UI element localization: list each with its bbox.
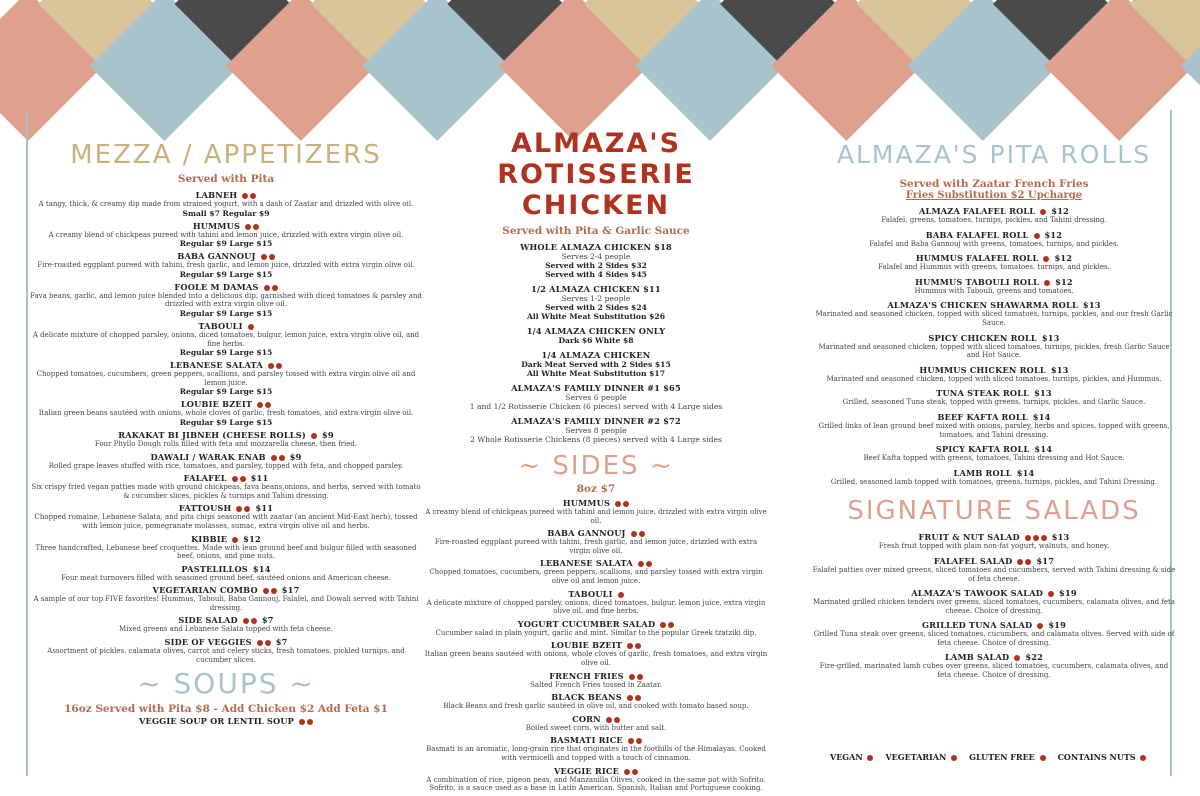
menu-item-description: Cucumber salad in plain yogurt, garlic and mint. Similar to the popular Greek tzatziki dip. bbox=[435, 628, 757, 637]
chicken-item-detail: 1 and 1/2 Rotisserie Chicken (6 pieces) served with 4 Large sides bbox=[469, 402, 723, 411]
menu-item bbox=[424, 766, 768, 793]
menu-item-name: FALAFEL $11 bbox=[183, 473, 269, 484]
chicken-title-line1: ALMAZA'S bbox=[510, 128, 682, 159]
chicken-item-detail: Served with 2 Sides $24 bbox=[545, 303, 647, 312]
menu-item-description: Salted French Fries tossed in Zaatar. bbox=[530, 680, 662, 689]
diet-tag-icon bbox=[632, 769, 638, 775]
menu-item bbox=[424, 692, 768, 711]
diet-tag-icon bbox=[245, 224, 251, 230]
menu-item bbox=[812, 588, 1176, 615]
menu-item bbox=[812, 468, 1176, 487]
diet-tag-icon bbox=[637, 674, 643, 680]
diet-tag-icon bbox=[628, 738, 634, 744]
menu-item-price: $11 bbox=[250, 473, 269, 484]
diet-tag-icon bbox=[639, 531, 645, 537]
diet-tag-icon bbox=[257, 402, 263, 408]
menu-item-name: KIBBIE $12 bbox=[191, 533, 261, 544]
menu-item-description: Six crispy fried vegan patties made with ground chickpeas, fava beans,onions, and herbs, served with tomato & cucumber slices, pickles & turnips and Tahini dressing. bbox=[31, 483, 421, 500]
sides-subtitle: 8oz $7 bbox=[576, 483, 616, 495]
mezza-column bbox=[30, 138, 422, 726]
chicken-item bbox=[424, 383, 768, 411]
diet-tag-icon bbox=[248, 324, 254, 330]
dietary-legend bbox=[830, 752, 1170, 762]
diet-tag-icon bbox=[263, 588, 269, 594]
menu-item-price: $17 bbox=[1036, 555, 1055, 566]
menu-item-price: $12 bbox=[1054, 253, 1073, 264]
menu-item bbox=[30, 637, 422, 664]
chicken-item-name: ALMAZA'S FAMILY DINNER #2 $72 bbox=[511, 416, 681, 426]
menu-item-price: $13 bbox=[1050, 364, 1069, 375]
chicken-item-detail: Served with 4 Sides $45 bbox=[545, 270, 647, 279]
menu-item-description: A delicate mixture of chopped parsley, onions, diced tomatoes, bulgur, lemon juice, extra virgin olive oil, and fine herbs. bbox=[32, 330, 420, 348]
menu-item-name: FALAFEL SALAD $17 bbox=[933, 555, 1055, 566]
menu-item-name: CORN bbox=[424, 714, 768, 724]
menu-item-description: Falafel patties over mixed greens, sliced tomatoes and cucumbers, served with Tahini dressing & side of feta cheese. bbox=[812, 565, 1176, 583]
diet-tag-icon bbox=[253, 224, 259, 230]
diet-tag-icon bbox=[242, 193, 248, 199]
menu-item-description: Marinated and seasoned chicken, topped with sliced tomatoes, turnips, pickles, and Hummus. bbox=[826, 374, 1162, 383]
menu-item bbox=[30, 585, 422, 612]
chicken-list bbox=[424, 242, 768, 444]
menu-item-name: SPICY CHICKEN ROLL $13 bbox=[928, 332, 1060, 343]
diet-tag-icon bbox=[271, 588, 277, 594]
menu-item bbox=[424, 735, 768, 762]
menu-item-name: FRENCH FRIES bbox=[424, 671, 768, 681]
menu-item-price: $13 bbox=[1041, 332, 1060, 343]
diet-tag-icon bbox=[265, 402, 271, 408]
menu-item-description: Grilled, seasoned lamb topped with tomatoes, greens, turnips, pickles, and Tahini Dressing. bbox=[830, 477, 1158, 486]
chicken-item bbox=[424, 326, 768, 345]
chicken-item-name: 1/4 ALMAZA CHICKEN ONLY bbox=[526, 326, 666, 336]
menu-item bbox=[812, 206, 1176, 225]
menu-item-price: $12 bbox=[1051, 206, 1070, 216]
legend-item: VEGETARIAN bbox=[885, 752, 963, 762]
menu-item bbox=[424, 498, 768, 525]
diet-tag-icon bbox=[1041, 535, 1047, 541]
chicken-item-detail: Dark Meat Served with 2 Sides $15 bbox=[521, 360, 671, 369]
diet-tag-icon bbox=[635, 695, 641, 701]
menu-item-description: Black Beans and fresh garlic sautéed in olive oil, and cooked with tomato based soup. bbox=[443, 702, 749, 711]
menu-item-name: LAMB SALAD $22 bbox=[944, 652, 1044, 663]
chicken-item-name: WHOLE ALMAZA CHICKEN $18 bbox=[520, 242, 672, 252]
menu-item-description: Marinated and seasoned chicken, topped with sliced tomatoes, turnips, pickles, fresh Garlic Sauce and Hot Sauce. bbox=[818, 342, 1170, 360]
menu-item-name: LOUBIE BZEIT bbox=[30, 399, 422, 409]
menu-item bbox=[30, 452, 422, 471]
menu-item-description: Assortment of pickles, calamata olives, carrot and celery sticks, fresh tomatoes, pickled turnips, and cucumber slices. bbox=[47, 647, 405, 664]
menu-item bbox=[30, 564, 422, 583]
menu-item bbox=[30, 399, 422, 427]
menu-item-name: SIDE SALAD $7 bbox=[178, 615, 274, 626]
diet-tag-icon bbox=[251, 618, 257, 624]
menu-item-description: Basmati is an aromatic, long-grain rice that originates in the foothills of the Himalayas. Cooked with vermicelli and topped with a touch of cinnamon. bbox=[426, 745, 766, 762]
diet-tag-icon bbox=[257, 640, 263, 646]
menu-item-price: $14 bbox=[252, 563, 271, 574]
diet-tag-icon bbox=[606, 717, 612, 723]
menu-item bbox=[812, 333, 1176, 360]
menu-item-price: $19 bbox=[1048, 620, 1067, 631]
menu-item-price: $13 bbox=[1082, 300, 1101, 311]
menu-item-price: $9 bbox=[289, 451, 302, 462]
menu-item-price: $12 bbox=[1055, 276, 1073, 287]
diet-tag-icon bbox=[660, 622, 666, 628]
menu-item-name: RAKAKAT BI JIBNEH (CHEESE ROLLS) $9 bbox=[118, 429, 334, 440]
menu-item-price: $7 bbox=[261, 615, 274, 626]
menu-item-name: SIDE OF VEGGIES $7 bbox=[164, 637, 288, 648]
menu-item-price: $11 bbox=[255, 503, 274, 514]
diet-tag-icon bbox=[635, 643, 641, 649]
diet-tag-icon bbox=[268, 363, 274, 369]
pita-rolls-title: ALMAZA'S PITA ROLLS bbox=[836, 140, 1152, 169]
diet-tag-icon bbox=[232, 537, 238, 543]
soups-title: ~ SOUPS ~ bbox=[137, 667, 315, 701]
diet-tag-icon bbox=[638, 561, 644, 567]
menu-item-sizes: Regular $9 Large $15 bbox=[179, 308, 273, 318]
diet-tag-icon bbox=[646, 561, 652, 567]
menu-item-description: Beef Kafta topped with greens, tomatoes, Tahini dressing and Hot Sauce. bbox=[863, 454, 1125, 463]
menu-item bbox=[812, 230, 1176, 249]
diet-tag-icon bbox=[265, 640, 271, 646]
menu-item bbox=[424, 528, 768, 555]
menu-item bbox=[812, 444, 1176, 463]
menu-item-name: SPICY KAFTA ROLL $14 bbox=[935, 444, 1053, 455]
pita-rolls-subtitle: Served with Zaatar French Fries bbox=[899, 178, 1089, 190]
menu-item-price: $7 bbox=[275, 637, 288, 648]
menu-item bbox=[812, 652, 1176, 679]
mezza-list bbox=[30, 190, 422, 664]
menu-item-name: HUMMUS FALAFEL ROLL $12 bbox=[915, 253, 1073, 264]
menu-item bbox=[812, 277, 1176, 296]
diet-tag-icon bbox=[269, 254, 275, 260]
menu-item bbox=[30, 503, 422, 530]
menu-item-description: Chopped tomatoes, cucumbers, green peppers, scallions, and parsley tossed with extra virgin olive oil and lemon juice. bbox=[36, 370, 416, 387]
chicken-column bbox=[424, 128, 768, 796]
diet-tag-icon bbox=[244, 506, 250, 512]
diet-tag-icon bbox=[1025, 559, 1031, 565]
menu-item bbox=[812, 532, 1176, 551]
menu-item bbox=[812, 365, 1176, 384]
menu-item bbox=[424, 589, 768, 616]
menu-item-description: Grilled, seasoned Tuna steak, topped with greens, turnips, pickles, and Garlic Sauce. bbox=[842, 398, 1146, 407]
diet-tag-icon bbox=[631, 531, 637, 537]
menu-item-sizes: Regular $9 Large $15 bbox=[179, 387, 273, 397]
menu-item-description: A sample of our top FIVE favorites! Hummus, Tabouli, Baba Gannouj, Falafel, and Dowali served with Tahini dressing. bbox=[33, 595, 419, 612]
menu-item-name: PASTELILLOS $14 bbox=[181, 563, 271, 574]
diet-tag-icon bbox=[276, 363, 282, 369]
menu-item-sizes: Small $7 Regular $9 bbox=[182, 208, 270, 218]
menu-item-price: $12 bbox=[1044, 229, 1063, 240]
legend-tag-icon bbox=[1140, 755, 1146, 761]
diet-tag-icon bbox=[1037, 623, 1043, 629]
pita-rolls-list bbox=[812, 206, 1176, 486]
menu-item-description: Grilled links of lean ground beef mixed with onions, parsley, herbs and spices, topped with greens, tomatoes, and Tahini dressing. bbox=[818, 421, 1170, 439]
menu-item-description: Fire-roasted eggplant pureed with tahini, fresh garlic, and lemon juice, drizzled with extra virgin olive oil. bbox=[37, 261, 415, 270]
chicken-item-detail: Serves 8 people bbox=[565, 426, 627, 435]
menu-item-sizes: Regular $9 Large $15 bbox=[179, 239, 273, 249]
mezza-title: MEZZA / APPETIZERS bbox=[70, 140, 382, 170]
menu-item-name: BABA FALAFEL ROLL $12 bbox=[925, 229, 1063, 240]
menu-item-description: A creamy blend of chickpeas pureed with tahini and lemon juice, drizzled with extra virgin olive oil. bbox=[48, 230, 404, 239]
menu-item-description: Italian green beans sautéed with onions, whole cloves of garlic, fresh tomatoes, and extra virgin olive oil. bbox=[424, 650, 768, 667]
menu-item-description: Marinated grilled chicken tenders over greens, sliced tomatoes, cucumbers, calamata olives, and feta cheese. Choice of dressing. bbox=[812, 598, 1176, 615]
menu-item-price: $14 bbox=[1016, 467, 1035, 478]
menu-item-price: $14 bbox=[1034, 444, 1053, 455]
chicken-item-name: 1/2 ALMAZA CHICKEN $11 bbox=[531, 284, 661, 294]
salads-title: SIGNATURE SALADS bbox=[847, 496, 1141, 527]
menu-item-description: A combination of rice, pigeon peas, and Manzanilla Olives, cooked in the same pot with Sofrito. Sofrito, is a sauce used as a base in Latin American, Spanish, Italian and Portuguese cooking. bbox=[426, 775, 766, 793]
menu-item bbox=[812, 300, 1176, 327]
menu-item bbox=[30, 430, 422, 449]
salads-list bbox=[812, 532, 1176, 679]
diet-tag-icon bbox=[1034, 233, 1040, 239]
diet-tag-icon bbox=[624, 769, 630, 775]
menu-item-description: Marinated and seasoned chicken, topped with sliced tomatoes, turnips, pickles, and our fresh Garlic Sauce. bbox=[815, 310, 1173, 327]
legend-tag-icon bbox=[867, 755, 873, 761]
left-border-line bbox=[26, 110, 28, 776]
menu-item-description: Italian green beans sautéed with onions, whole cloves of garlic, fresh tomatoes, and extra virgin olive oil. bbox=[38, 409, 414, 418]
diet-tag-icon bbox=[636, 738, 642, 744]
mezza-subtitle: Served with Pita bbox=[177, 173, 275, 185]
menu-item bbox=[30, 473, 422, 500]
diet-tag-icon bbox=[1043, 256, 1049, 262]
menu-item-description: Mixed greens and Lebanese Salata topped with feta cheese. bbox=[119, 625, 333, 634]
diet-tag-icon bbox=[1044, 280, 1050, 286]
menu-item-name: LOUBIE BZEIT bbox=[424, 640, 768, 650]
menu-item-description: Fire-roasted eggplant pureed with tahini, fresh garlic, and lemon juice, drizzled with extra virgin olive oil. bbox=[434, 538, 758, 555]
menu-item-name: BEEF KAFTA ROLL $14 bbox=[937, 411, 1051, 422]
menu-item-price: $12 bbox=[243, 533, 261, 544]
menu-item bbox=[812, 388, 1176, 407]
menu-item-description: Falafel, greens, tomatoes, turnips, pickles, and Tahini dressing. bbox=[881, 216, 1107, 224]
menu-item bbox=[424, 640, 768, 667]
sides-title: ~ SIDES ~ bbox=[518, 451, 674, 481]
menu-item-name: TUNA STEAK ROLL $13 bbox=[936, 388, 1052, 399]
diet-tag-icon bbox=[232, 476, 238, 482]
chicken-item-name: 1/4 ALMAZA CHICKEN bbox=[541, 350, 651, 360]
chicken-subtitle: Served with Pita & Garlic Sauce bbox=[502, 225, 690, 237]
menu-item bbox=[30, 221, 422, 249]
legend-tag-icon bbox=[1040, 755, 1046, 761]
diet-tag-icon bbox=[614, 717, 620, 723]
diet-tag-icon bbox=[668, 622, 674, 628]
menu-item-name: GRILLED TUNA SALAD $19 bbox=[921, 620, 1067, 631]
menu-item-price: $14 bbox=[1032, 411, 1051, 422]
soups-item: VEGGIE SOUP OR LENTIL SOUP bbox=[30, 716, 422, 726]
diet-tag-icon bbox=[618, 592, 624, 598]
diet-tag-icon bbox=[264, 285, 270, 291]
menu-item bbox=[424, 619, 768, 638]
menu-item-name: HUMMUS bbox=[30, 221, 422, 231]
menu-item-description: Falafel and Hummus with greens, tomatoes, turnips, and pickles. bbox=[878, 263, 1110, 272]
diet-tag-icon bbox=[240, 476, 246, 482]
menu-item-price: $13 bbox=[1051, 532, 1070, 543]
menu-item-description: Three handcrafted, Lebanese beef croquettes. Made with lean ground beef and bulgur filled with seasoned beef, onions, and pine nuts. bbox=[35, 543, 417, 561]
chicken-item bbox=[424, 350, 768, 378]
menu-item-description: Four Phyllo Dough rolls filled with feta and mozzarella cheese, then fried. bbox=[94, 439, 358, 448]
menu-item-name: TABOULI bbox=[30, 321, 422, 331]
diet-tag-icon bbox=[623, 501, 629, 507]
sides-list bbox=[424, 498, 768, 793]
diet-tag-icon bbox=[236, 506, 242, 512]
chicken-item-name: ALMAZA'S FAMILY DINNER #1 $65 bbox=[511, 383, 681, 393]
diet-tag-icon bbox=[1014, 655, 1020, 661]
menu-item bbox=[30, 360, 422, 396]
menu-item-price: $17 bbox=[281, 585, 300, 596]
chicken-item-detail: Dark $6 White $8 bbox=[558, 336, 634, 345]
menu-item-name: FOOLE M DAMAS bbox=[30, 282, 422, 292]
menu-item-name: DAWALI / WARAK ENAB $9 bbox=[150, 451, 302, 462]
menu-item-name: FATTOUSH $11 bbox=[178, 503, 274, 514]
menu-item-sizes: Regular $9 Large $15 bbox=[179, 348, 273, 358]
menu-item bbox=[30, 534, 422, 561]
pita-rolls-column bbox=[812, 138, 1176, 685]
menu-item-description: A creamy blend of chickpeas pureed with tahini and lemon juice, drizzled with extra virgin olive oil. bbox=[425, 508, 767, 525]
menu-item-name: ALMAZA FALAFEL ROLL $12 bbox=[918, 206, 1070, 216]
menu-item bbox=[424, 671, 768, 690]
chicken-item-detail: Served with 2 Sides $32 bbox=[545, 261, 647, 270]
diet-tag-icon bbox=[243, 618, 249, 624]
menu-item bbox=[30, 321, 422, 357]
menu-item-description: Chopped romaine, Lebanese Salata, and pita chips seasoned with zaatar (an ancient Mid-East herb), tossed with lemon juice, pomegranate molasses, sumac, extra virgin olive oil and herbs. bbox=[34, 513, 418, 530]
menu-item bbox=[30, 190, 422, 218]
chicken-title-line2: ROTISSERIE CHICKEN bbox=[497, 159, 695, 221]
diet-tag-icon bbox=[1033, 535, 1039, 541]
menu-item bbox=[30, 615, 422, 634]
diet-tag-icon bbox=[627, 695, 633, 701]
legend-item: GLUTEN FREE bbox=[969, 752, 1051, 762]
menu-item-description: Four meat turnovers filled with seasoned ground beef, sautéed onions and American cheese. bbox=[61, 573, 391, 582]
menu-item-name: BABA GANNOUJ bbox=[424, 528, 768, 538]
menu-item-name: HUMMUS TABOULI ROLL $12 bbox=[915, 276, 1073, 287]
menu-item-description: Falafel and Baba Gannouj with greens, tomatoes, turnips, and pickles. bbox=[869, 239, 1119, 248]
diet-tag-icon bbox=[629, 674, 635, 680]
menu-item bbox=[30, 282, 422, 318]
menu-item-description: Fresh fruit topped with plain non-fat yogurt, walnuts, and honey. bbox=[878, 542, 1110, 551]
diet-tag-icon bbox=[1017, 559, 1023, 565]
menu-item-name: TABOULI bbox=[424, 589, 768, 599]
chicken-item-detail: 2 Whole Rotisserie Chickens (8 pieces) served with 4 Large sides bbox=[470, 435, 722, 444]
menu-item-name: ALMAZA'S CHICKEN SHAWARMA ROLL $13 bbox=[887, 300, 1101, 311]
menu-item-price: $19 bbox=[1059, 588, 1077, 599]
menu-item-name: LEBANESE SALATA bbox=[30, 360, 422, 370]
chicken-item bbox=[424, 284, 768, 321]
menu-item-description: Fava beans, garlic, and lemon juice blended into a delicious dip, garnished with diced tomatoes & parsley and drizzled with extra virgin olive oil. bbox=[30, 291, 422, 309]
diet-tag-icon bbox=[261, 254, 267, 260]
menu-item-name: LEBANESE SALATA bbox=[424, 558, 768, 568]
menu-item-name: BABA GANNOUJ bbox=[30, 251, 422, 261]
menu-item-sizes: Regular $9 Large $15 bbox=[179, 417, 273, 427]
diet-tag-icon bbox=[271, 455, 277, 461]
fries-substitution: Fries Substitution $2 Upcharge bbox=[905, 190, 1083, 201]
diet-tag-icon bbox=[1048, 591, 1054, 597]
diet-tag-icon bbox=[272, 285, 278, 291]
menu-item bbox=[424, 558, 768, 585]
chicken-item-detail: Serves 6 people bbox=[565, 393, 627, 402]
menu-item-name: VEGGIE RICE bbox=[424, 766, 768, 776]
diet-tag-icon bbox=[279, 455, 285, 461]
chicken-item-detail: Serves 1-2 people bbox=[561, 294, 631, 303]
menu-item-description: Fire-grilled, marinated lamb cubes over greens, sliced tomatoes, cucumbers, calamata olives, and feta cheese. Choice of dressing. bbox=[819, 662, 1169, 680]
diet-tag-icon bbox=[615, 501, 621, 507]
diet-tag-icon bbox=[311, 433, 317, 439]
legend-item: VEGAN bbox=[830, 752, 879, 762]
diet-tag-icon bbox=[250, 193, 256, 199]
legend-tag-icon bbox=[951, 755, 957, 761]
diet-tag-icon bbox=[627, 643, 633, 649]
legend-item: CONTAINS NUTS bbox=[1058, 752, 1153, 762]
menu-item-name: HUMMUS bbox=[424, 498, 768, 508]
menu-item-name: ALMAZA'S TAWOOK SALAD $19 bbox=[911, 588, 1077, 599]
menu-item-name: LABNEH bbox=[30, 190, 422, 200]
menu-item bbox=[424, 714, 768, 733]
menu-item-description: Hummus with Tabouli, greens and tomatoes. bbox=[914, 286, 1074, 295]
menu-item-description: Chopped tomatoes, cucumbers, green peppers, scallions, and parsley tossed with extra virgin olive oil and lemon juice. bbox=[429, 568, 763, 585]
menu-item bbox=[812, 412, 1176, 439]
menu-item bbox=[812, 620, 1176, 647]
chicken-item bbox=[424, 242, 768, 279]
menu-item-description: A delicate mixture of chopped parsley, onions, diced tomatoes, bulgur, lemon juice, extra virgin olive oil, and fine herbs. bbox=[426, 598, 766, 616]
chicken-item bbox=[424, 416, 768, 444]
menu-item-price: $22 bbox=[1025, 652, 1044, 663]
menu-item-price: $9 bbox=[321, 429, 334, 440]
menu-item bbox=[30, 251, 422, 279]
menu-item-name: BASMATI RICE bbox=[424, 735, 768, 745]
menu-item-description: Rolled grape leaves stuffed with rice, tomatoes, and parsley, topped with feta, and chopped parsley. bbox=[48, 461, 404, 470]
menu-item-description: Grilled Tuna steak over greens, sliced tomatoes, cucumbers, and calamata olives. Served with side of feta cheese. Choice of dressing. bbox=[813, 630, 1175, 647]
chicken-item-detail: All White Meat Substitution $26 bbox=[526, 312, 665, 321]
soups-subtitle: 16oz Served with Pita $8 - Add Chicken $2 Add Feta $1 bbox=[64, 703, 388, 716]
chicken-item-detail: Serves 2-4 people bbox=[561, 252, 631, 261]
menu-item-sizes: Regular $9 Large $15 bbox=[179, 269, 273, 279]
diet-tag-icon bbox=[1040, 209, 1046, 215]
chicken-item-detail: All White Meat Substitution $17 bbox=[526, 369, 665, 378]
menu-item-price: $13 bbox=[1034, 388, 1052, 399]
menu-item-name: YOGURT CUCUMBER SALAD bbox=[424, 619, 768, 629]
menu-item-name: LAMB ROLL $14 bbox=[953, 467, 1035, 478]
menu-item-name: VEGETARIAN COMBO $17 bbox=[152, 585, 300, 596]
menu-item-name: BLACK BEANS bbox=[424, 692, 768, 702]
menu-item-description: A tangy, thick, & creamy dip made from strained yogurt, with a dash of Zaatar and drizzled with olive oil. bbox=[38, 200, 414, 208]
menu-item bbox=[812, 253, 1176, 272]
diet-tag-icon bbox=[1025, 535, 1031, 541]
menu-item-name: HUMMUS CHICKEN ROLL $13 bbox=[919, 364, 1069, 375]
menu-item-name: FRUIT & NUT SALAD $13 bbox=[918, 532, 1070, 543]
menu-item-description: Boiled sweet corn, with butter and salt. bbox=[525, 723, 667, 732]
menu-item bbox=[812, 556, 1176, 583]
